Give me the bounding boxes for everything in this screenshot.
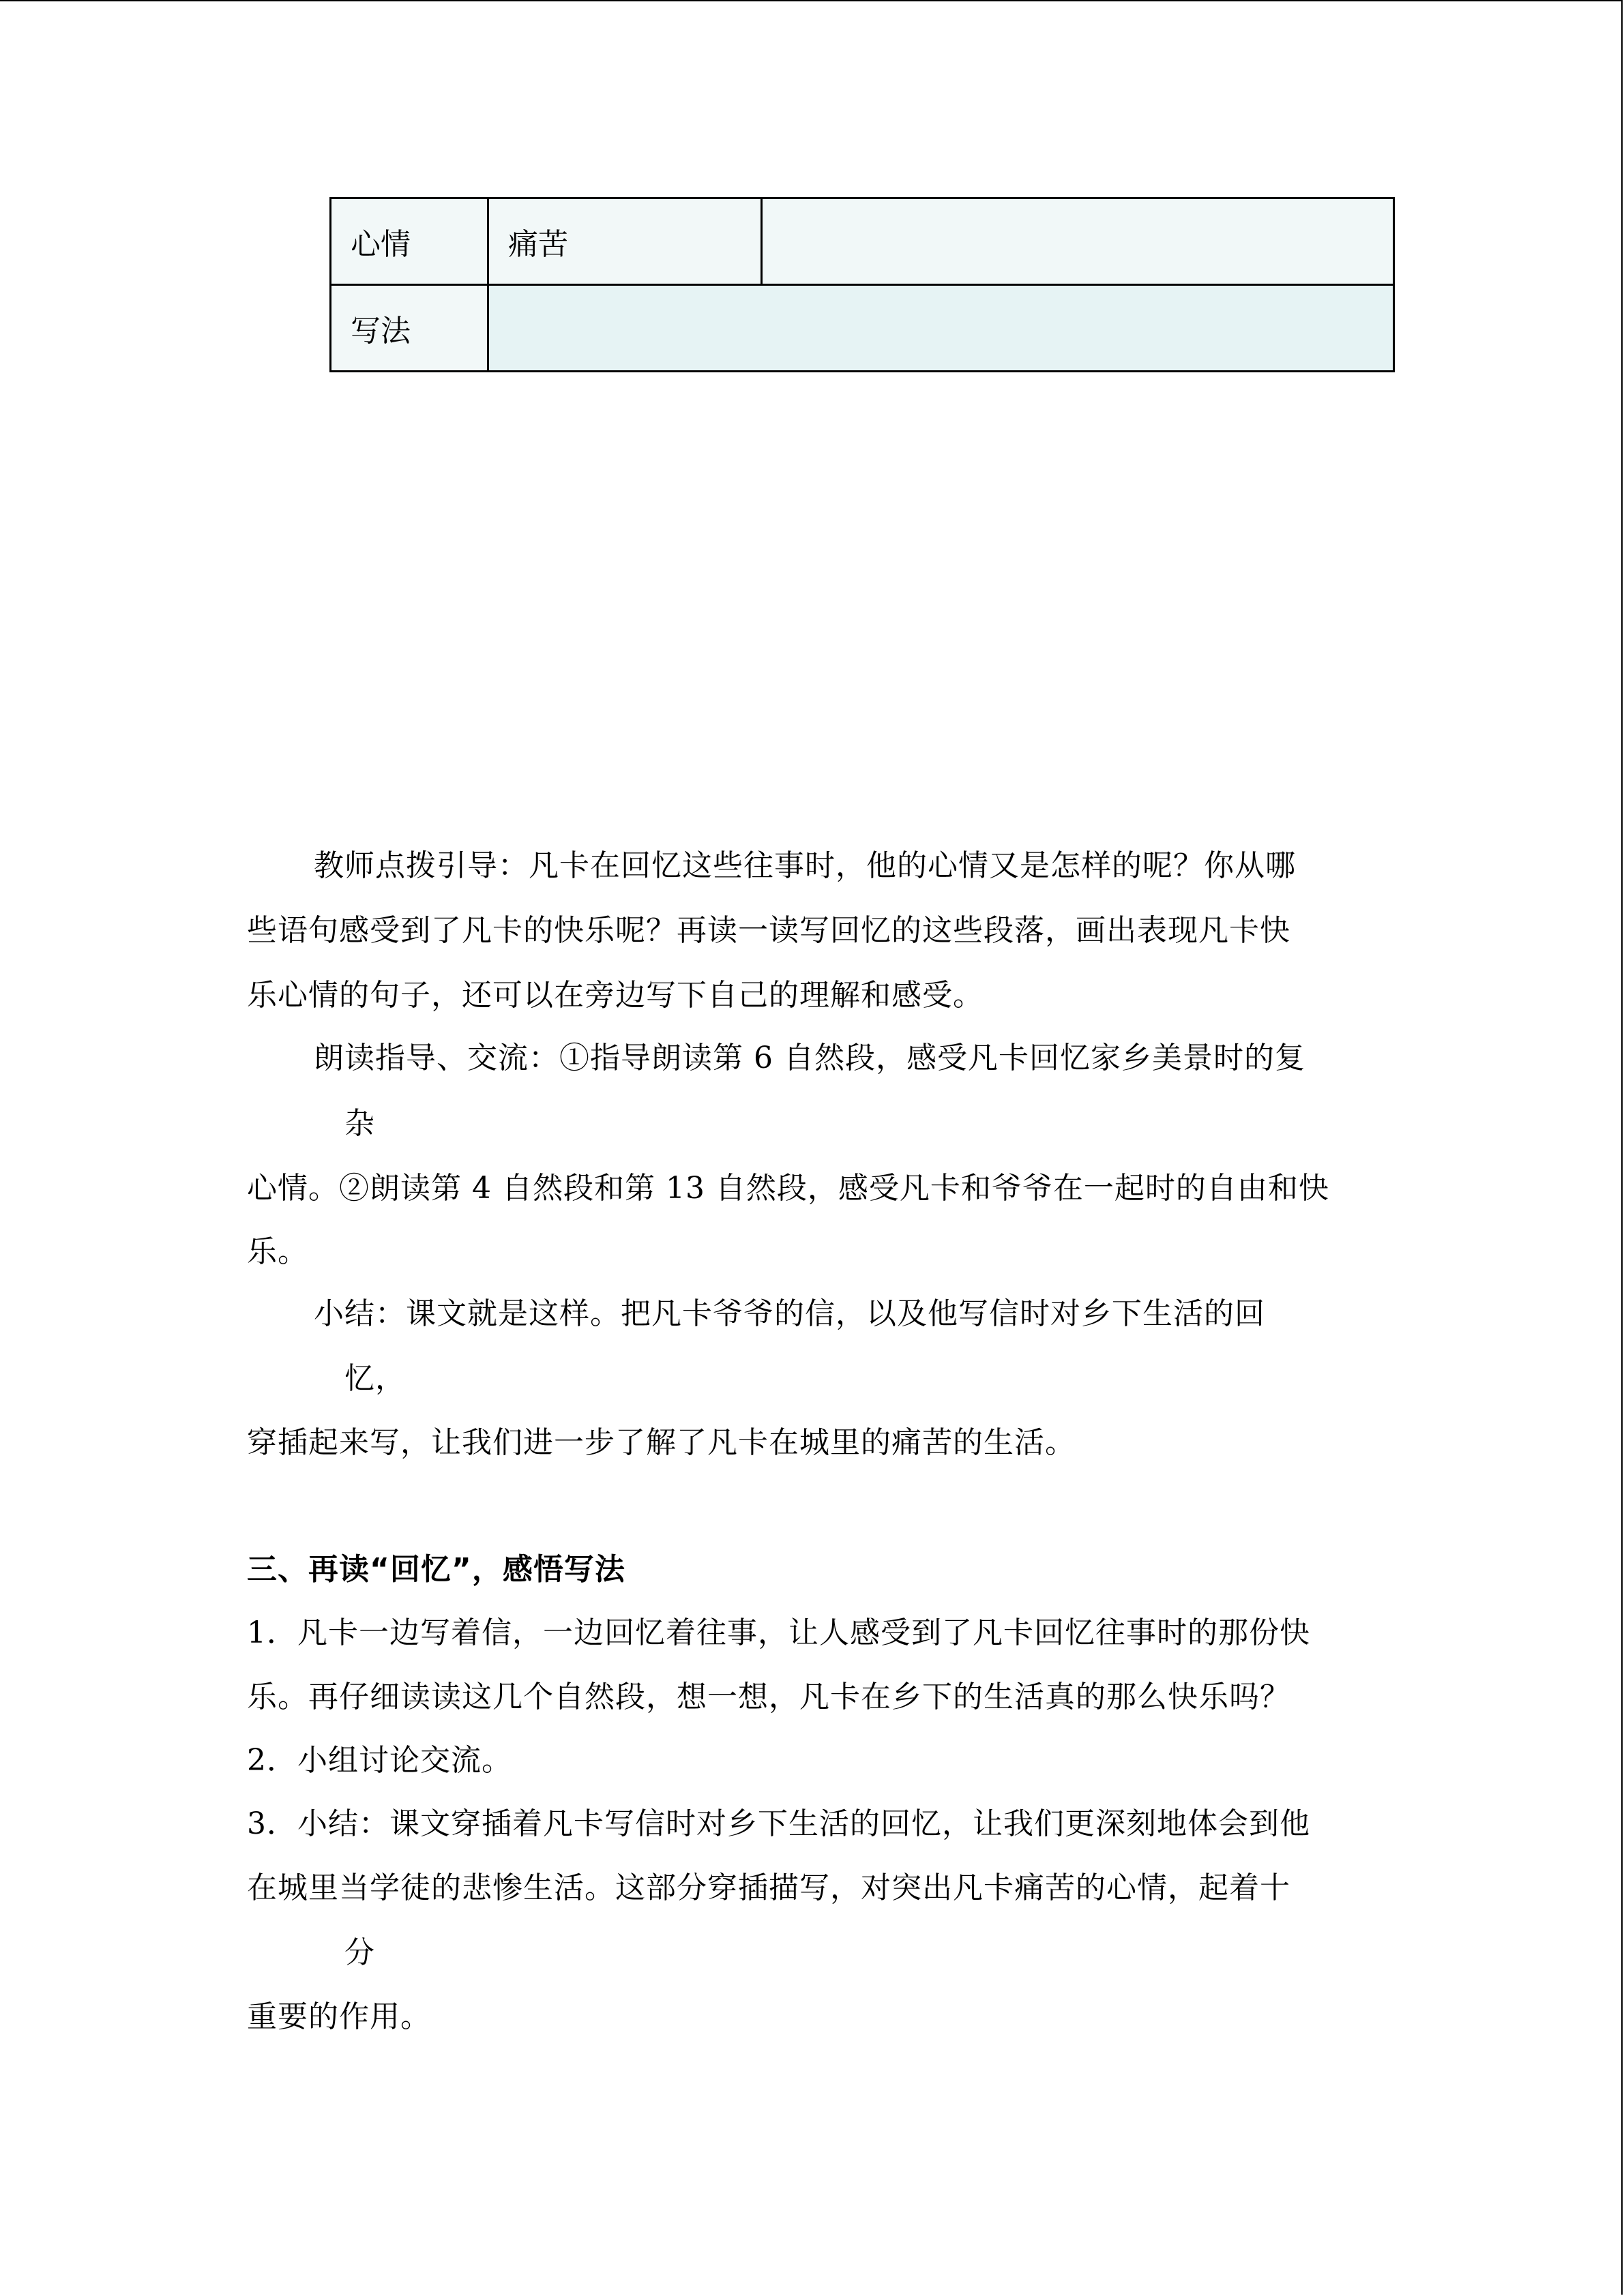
reading-line: 杂	[344, 1106, 375, 1141]
summary-line: 忆，	[344, 1361, 406, 1396]
section-item-line: 重要的作用。	[247, 1999, 431, 2034]
table-cell-mood-extra	[762, 198, 1394, 285]
table-row-mood	[331, 198, 1394, 285]
section-item-line: 乐。再仔细读读这几个自然段，想一想，凡卡在乡下的生活真的那么快乐吗？	[247, 1680, 1290, 1714]
table-cell-writing-label: 写法	[331, 285, 488, 372]
section-item-line: 1．凡卡一边写着信，一边回忆着往事，让人感受到了凡卡回忆往事时的那份快	[247, 1615, 1310, 1650]
section-item-line: 2．小组讨论交流。	[247, 1743, 512, 1778]
guide-line: 教师点拨引导：凡卡在回忆这些往事时，他的心情又是怎样的呢？你从哪	[314, 848, 1296, 883]
reading-line: 朗读指导、交流：①指导朗读第 6 自然段，感受凡卡回忆家乡美景时的复	[314, 1041, 1305, 1075]
section-item-line: 3．小结：课文穿插着凡卡写信时对乡下生活的回忆，让我们更深刻地体会到他	[247, 1806, 1310, 1841]
reading-line: 心情。②朗读第 4 自然段和第 13 自然段，感受凡卡和爷爷在一起时的自由和快	[247, 1171, 1329, 1206]
summary-line: 小结：课文就是这样。把凡卡爷爷的信，以及他写信时对乡下生活的回	[314, 1296, 1265, 1331]
table-cell-mood-label: 心情	[331, 198, 488, 285]
guide-line: 些语句感受到了凡卡的快乐呢？再读一读写回忆的这些段落，画出表现凡卡快	[247, 913, 1290, 948]
section-item-line: 分	[344, 1935, 375, 1970]
section-item-line: 在城里当学徒的悲惨生活。这部分穿插描写，对突出凡卡痛苦的心情，起着十	[247, 1870, 1290, 1905]
guide-line: 乐心情的句子，还可以在旁边写下自己的理解和感受。	[247, 978, 984, 1013]
table-cell-writing-value	[488, 285, 1394, 372]
table-row-writing	[331, 285, 1394, 372]
mood-writing-table	[329, 197, 1395, 372]
table-cell-mood-value: 痛苦	[488, 198, 762, 285]
reading-line: 乐。	[247, 1234, 308, 1269]
section-heading: 三、再读“回忆”，感悟写法	[247, 1552, 625, 1587]
summary-line: 穿插起来写，让我们进一步了解了凡卡在城里的痛苦的生活。	[247, 1425, 1076, 1460]
